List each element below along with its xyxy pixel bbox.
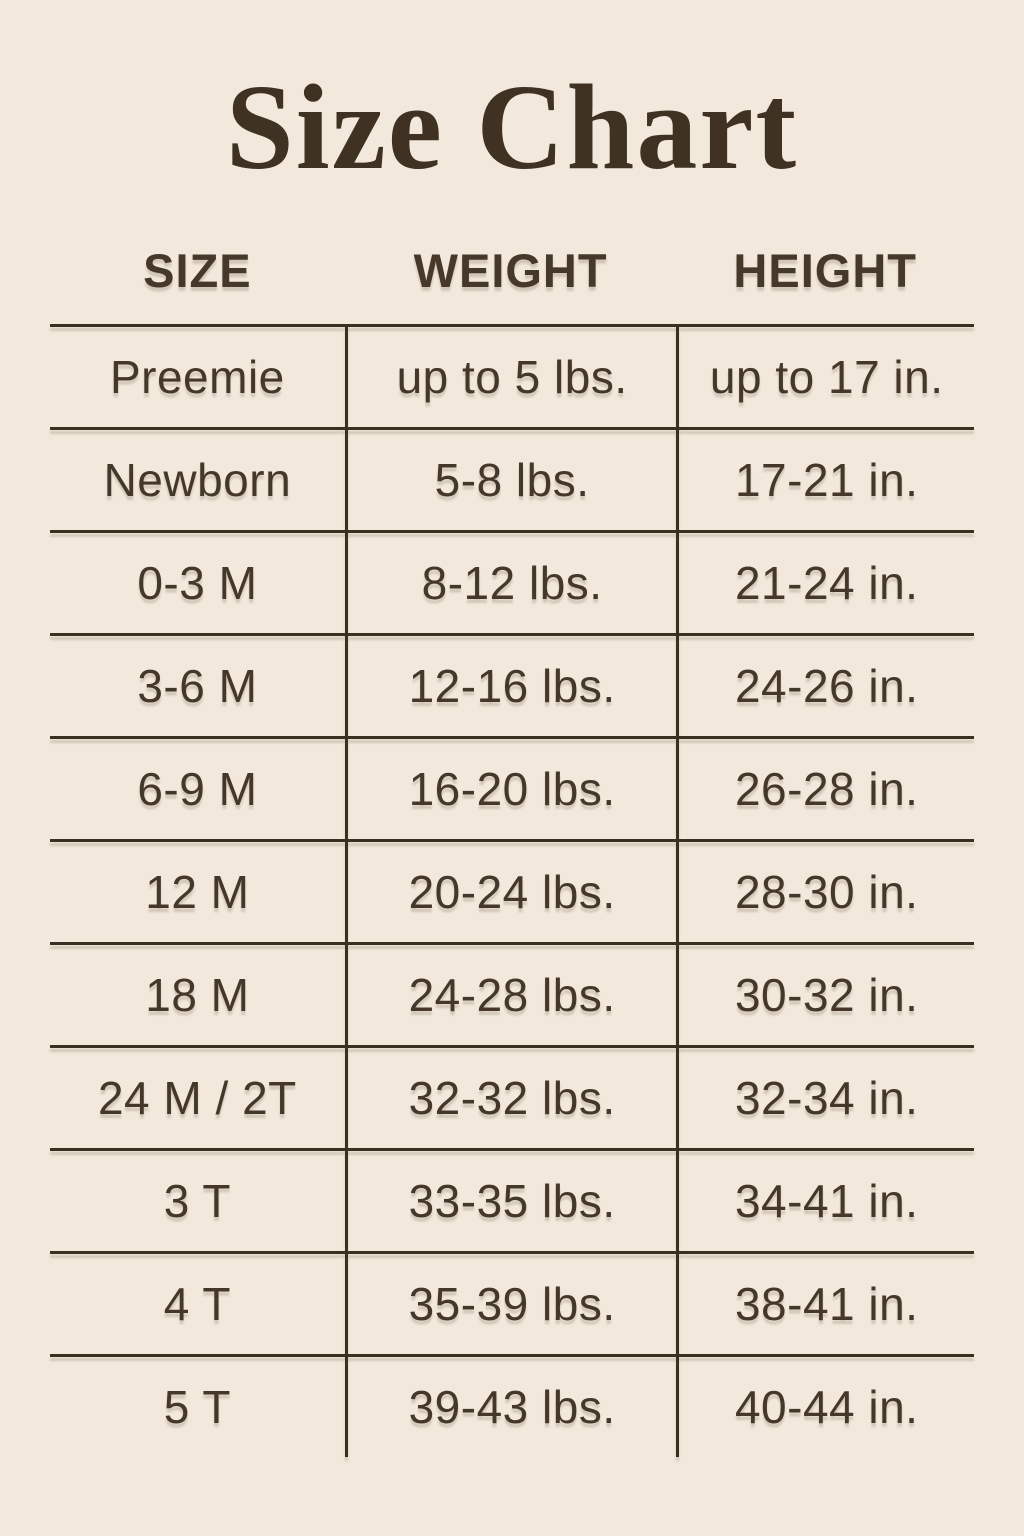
cell-size: 3 T xyxy=(163,1174,231,1227)
cell-height: 30-32 in. xyxy=(676,945,974,1045)
size-chart-table xyxy=(50,243,974,1457)
cell-weight: 39-43 lbs. xyxy=(345,1357,677,1457)
table-body xyxy=(50,324,974,1457)
cell-height: 34-41 in. xyxy=(676,1151,974,1251)
cell-weight: 12-16 lbs. xyxy=(345,636,677,736)
column-header-height: HEIGHT xyxy=(733,243,917,297)
cell-size: 4 T xyxy=(163,1277,231,1330)
table-row xyxy=(50,942,974,1045)
table-row xyxy=(50,1251,974,1354)
table-row xyxy=(50,1045,974,1148)
table-row xyxy=(50,839,974,942)
table-row xyxy=(50,633,974,736)
cell-weight: 35-39 lbs. xyxy=(345,1254,677,1354)
cell-weight: up to 5 lbs. xyxy=(345,327,677,427)
cell-height: 32-34 in. xyxy=(676,1048,974,1148)
table-row xyxy=(50,324,974,427)
column-header-size: SIZE xyxy=(143,243,252,297)
cell-weight: 5-8 lbs. xyxy=(345,430,677,530)
cell-height: 24-26 in. xyxy=(676,636,974,736)
cell-weight: 16-20 lbs. xyxy=(345,739,677,839)
cell-size: 18 M xyxy=(145,968,250,1021)
cell-size: 3-6 M xyxy=(137,659,258,712)
cell-size: 0-3 M xyxy=(137,556,258,609)
cell-size: 24 M / 2T xyxy=(97,1071,297,1124)
cell-height: up to 17 in. xyxy=(676,327,974,427)
cell-height: 21-24 in. xyxy=(676,533,974,633)
cell-size: Preemie xyxy=(109,350,285,403)
cell-height: 26-28 in. xyxy=(676,739,974,839)
cell-weight: 33-35 lbs. xyxy=(345,1151,677,1251)
page-title: Size Chart xyxy=(225,60,799,195)
cell-height: 38-41 in. xyxy=(676,1254,974,1354)
cell-size: Newborn xyxy=(103,453,292,506)
cell-height: 17-21 in. xyxy=(676,430,974,530)
table-row xyxy=(50,427,974,530)
table-row xyxy=(50,1354,974,1457)
cell-size: 5 T xyxy=(163,1380,231,1433)
table-row xyxy=(50,1148,974,1251)
column-header-weight: WEIGHT xyxy=(413,243,608,297)
cell-height: 28-30 in. xyxy=(676,842,974,942)
cell-size: 6-9 M xyxy=(137,762,258,815)
cell-weight: 8-12 lbs. xyxy=(345,533,677,633)
cell-height: 40-44 in. xyxy=(676,1357,974,1457)
table-row xyxy=(50,736,974,839)
table-row xyxy=(50,530,974,633)
cell-weight: 32-32 lbs. xyxy=(345,1048,677,1148)
table-header-row xyxy=(50,243,974,324)
cell-weight: 24-28 lbs. xyxy=(345,945,677,1045)
cell-weight: 20-24 lbs. xyxy=(345,842,677,942)
cell-size: 12 M xyxy=(145,865,250,918)
